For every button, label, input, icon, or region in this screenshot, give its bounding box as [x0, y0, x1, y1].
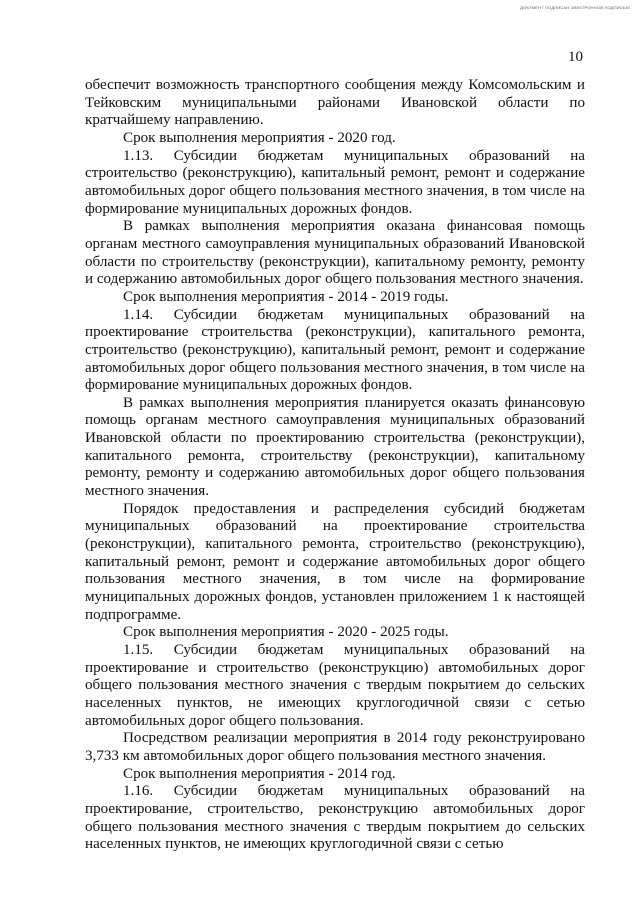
item-1-15: 1.15. Субсидии бюджетам муниципальных образований на проектирование и строительство (реконструкцию) автомобильных дорог общего пользования местного значения с твердым покрытием до сельских населенных пунктов, не имеющих круглогодичной связи с сетью автомобильных дорог общего пользования.: [85, 642, 585, 729]
deadline-2014: Срок выполнения мероприятия - 2014 год.: [123, 765, 396, 782]
item-1-15-result: Посредством реализации мероприятия в 2014 году реконструировано 3,733 км автомобильных дорог общего пользования местного значения.: [85, 730, 585, 764]
item-1-13: 1.13. Субсидии бюджетам муниципальных образований на строительство (реконструкцию), капитальный ремонт, ремонт и содержание автомобильных дорог общего пользования местного значения, в том числе на формирование муниципальных дорожных фондов.: [85, 147, 585, 217]
item-1-14-description: В рамках выполнения мероприятия планируется оказать финансовую помощь органам местного самоуправления муниципальных образований Ивановской области по проектированию строительства (реконструкции), капитального ремонта, строительству (реконструкции), капитальному ремонту, ремонту и содержанию автомобильных дорог общего пользования местного значения.: [85, 394, 585, 500]
deadline-2020: Срок выполнения мероприятия - 2020 год.: [123, 129, 396, 146]
item-1-16: 1.16. Субсидии бюджетам муниципальных образований на проектирование, строительство, реконструкцию автомобильных дорог общего пользования местного значения с твердым покрытием до сельских населенных пунктов, не имеющих круглогодичной связи с сетью: [85, 783, 585, 853]
item-1-14: 1.14. Субсидии бюджетам муниципальных образований на проектирование строительства (реконструкции), капитального ремонта, строительство (реконструкцию), капитальный ремонт, ремонт и содержание автомобильных дорог общего пользования местного значения, в том числе на формирование муниципальных дорожных фондов.: [85, 306, 585, 394]
document-body: [85, 77, 585, 854]
deadline-2020-2025: Срок выполнения мероприятия - 2020 - 2025 годы.: [123, 624, 449, 641]
scan-stamp: ДОКУМЕНТ ПОДПИСАН ЭЛЕКТРОННОЙ ПОДПИСЬЮ: [520, 5, 630, 10]
page-number: 10: [568, 49, 583, 65]
item-1-13-description: В рамках выполнения мероприятия оказана финансовая помощь органам местного самоуправления муниципальных образований Ивановской области по строительству (реконструкции), капитальному ремонту, ремонту и содержанию автомобильных дорог общего пользования местного значения.: [85, 218, 585, 288]
paragraph-continuation: обеспечит возможность транспортного сообщения между Комсомольским и Тейковским муниципальными районами Ивановской области по кратчайшему направлению.: [85, 77, 585, 129]
deadline-2014-2019: Срок выполнения мероприятия - 2014 - 2019 годы.: [123, 288, 449, 305]
subsidy-procedure: Порядок предоставления и распределения субсидий бюджетам муниципальных образований на проектирование строительства (реконструкции), капитального ремонта, строительство (реконструкцию), капитальный ремонт, ремонт и содержание автомобильных дорог общего пользования местного значения, в том числе на формирование муниципальных дорожных фондов, установлен приложением 1 к настоящей подпрограмме.: [85, 500, 585, 623]
